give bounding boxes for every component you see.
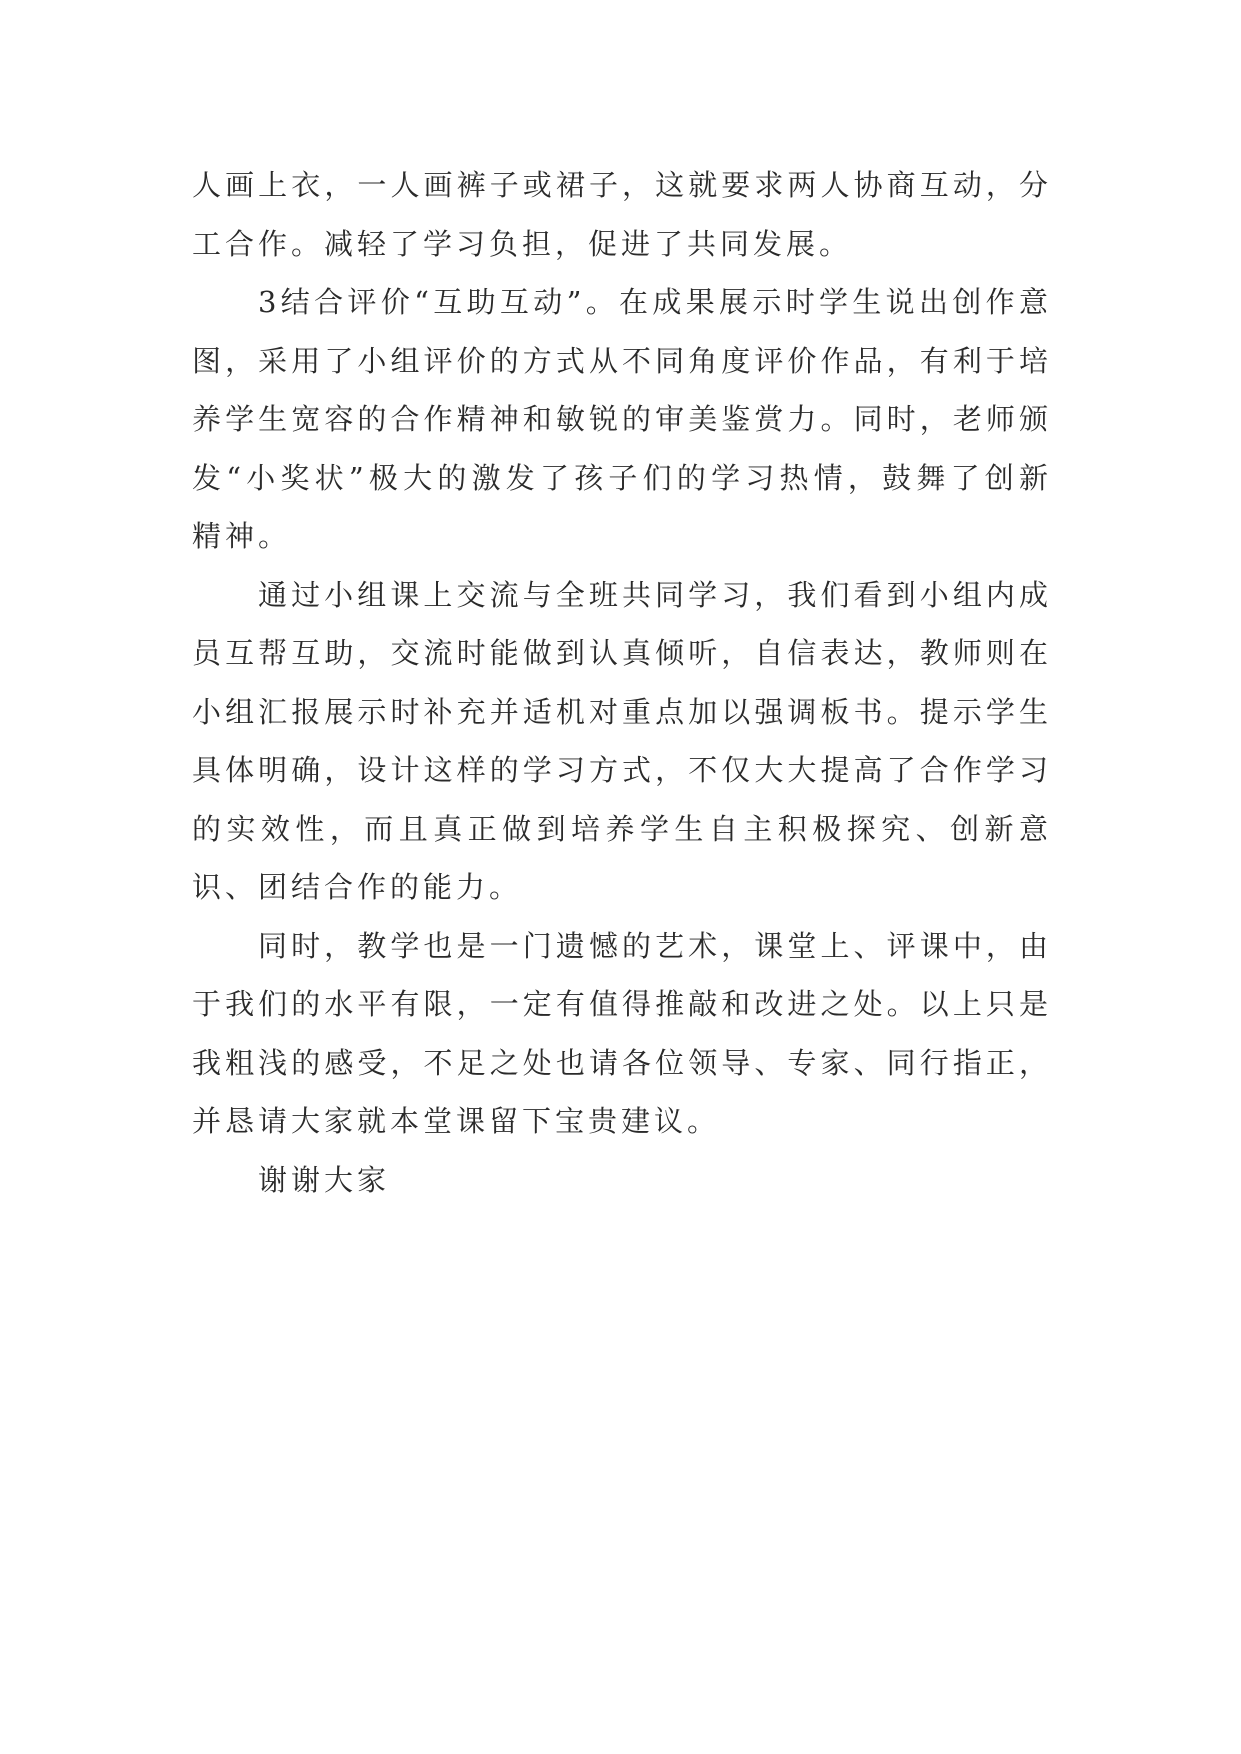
- paragraph-3: 通过小组课上交流与全班共同学习，我们看到小组内成员互帮互助，交流时能做到认真倾听，自信表达，教师则在小组汇报展示时补充并适机对重点加以强调板书。提示学生具体明确，设计这样的学习方式，不仅大大提高了合作学习的实效性，而且真正做到培养学生自主积极探究、创新意识、团结合作的能力。: [192, 577, 1052, 904]
- closing-line: 谢谢大家: [258, 1162, 391, 1197]
- paragraph-1: 人画上衣，一人画裤子或裙子，这就要求两人协商互动，分工合作。减轻了学习负担，促进了共同发展。: [192, 168, 1052, 261]
- document-body: [192, 156, 1052, 1209]
- paragraph-2: 3结合评价“互助互动”。在成果展示时学生说出创作意图，采用了小组评价的方式从不同角度评价作品，有利于培养学生宽容的合作精神和敏锐的审美鉴赏力。同时，老师颁发“小奖状”极大的激发了孩子们的学习热情，鼓舞了创新精神。: [192, 285, 1052, 553]
- paragraph-4: 同时，教学也是一门遗憾的艺术，课堂上、评课中，由于我们的水平有限，一定有值得推敲和改进之处。以上只是我粗浅的感受，不足之处也请各位领导、专家、同行指正，并恳请大家就本堂课留下宝贵建议。: [192, 928, 1052, 1138]
